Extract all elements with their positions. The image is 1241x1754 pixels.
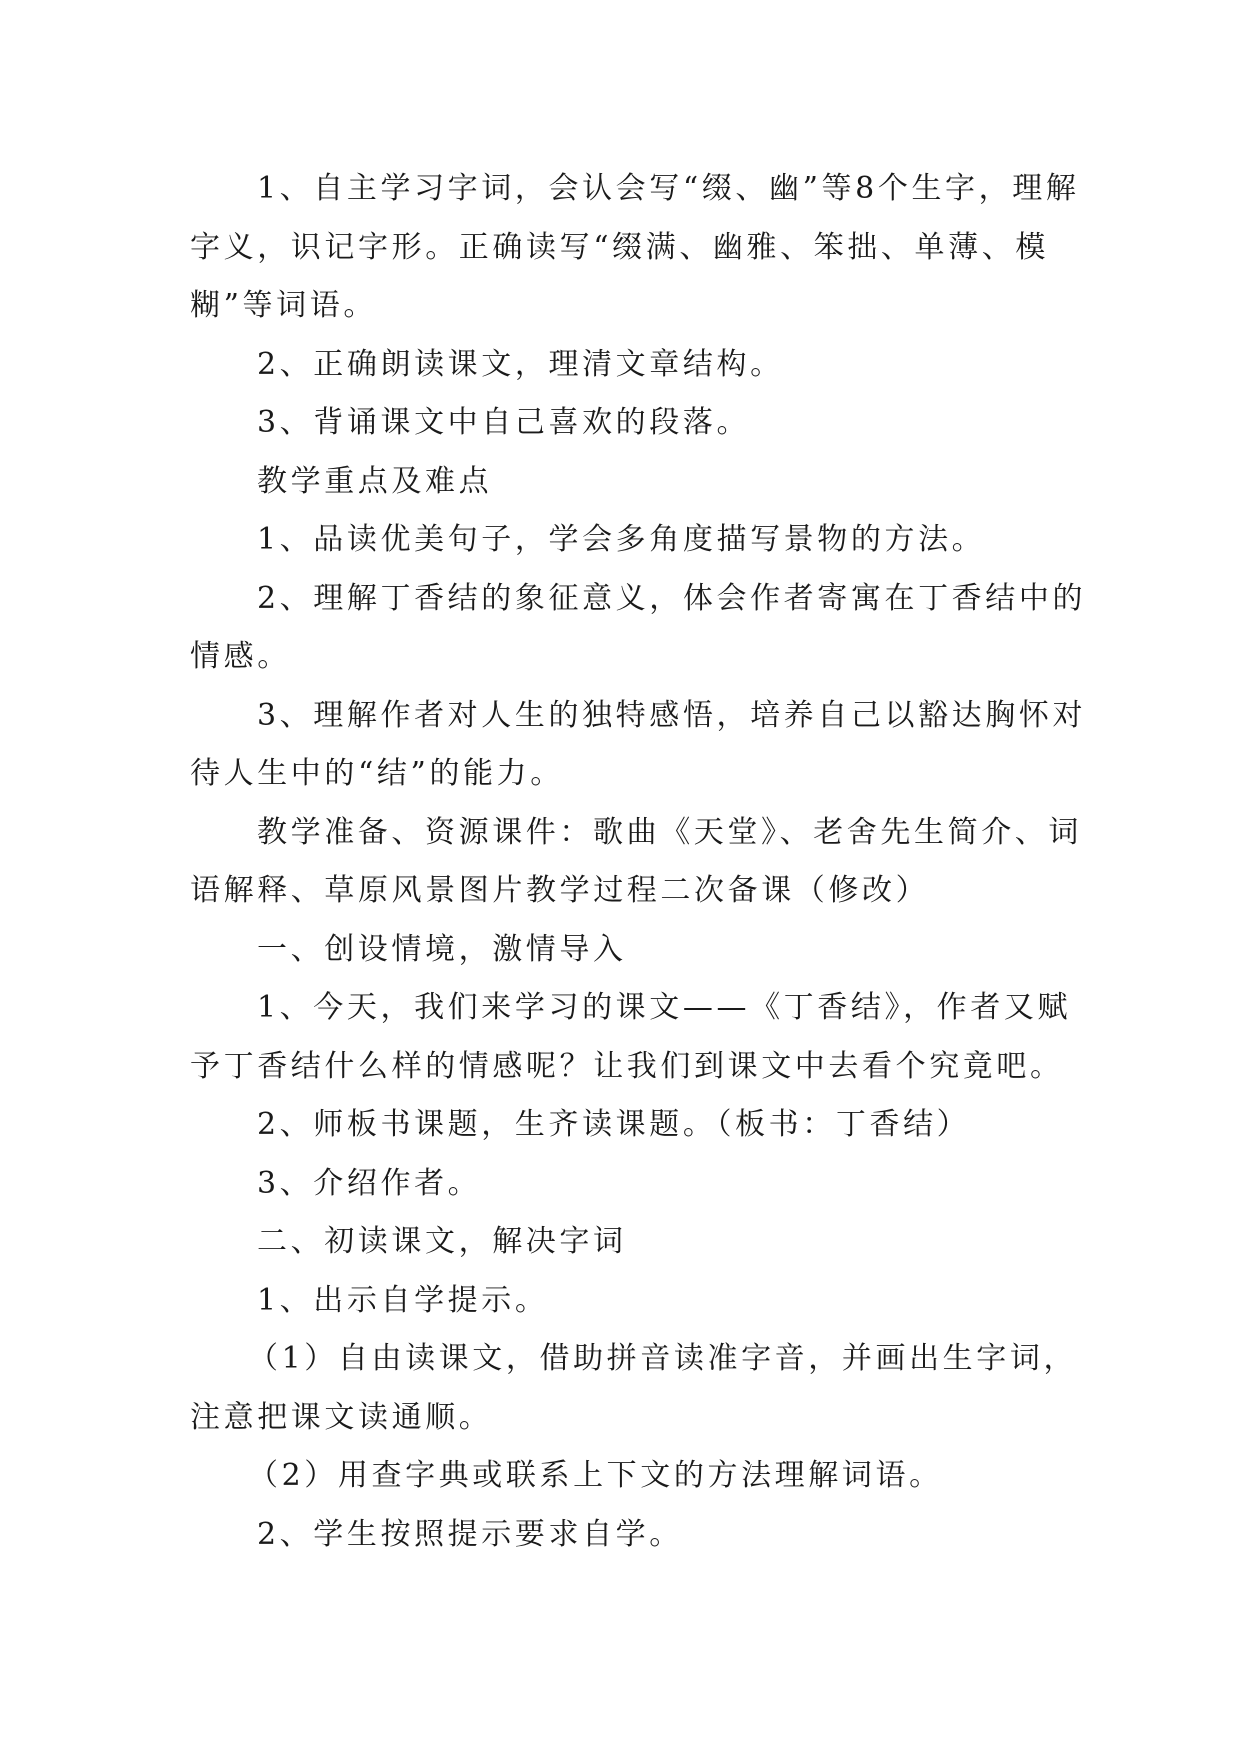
section-heading-part-1: 一、创设情境，激情导入 (257, 931, 627, 967)
paragraph-objective-2: 2、正确朗读课文，理清文章结构。 (257, 346, 784, 382)
paragraph-key-point-2: 2、理解丁香结的象征意义，体会作者寄寓在丁香结中的情感。 (190, 580, 1087, 674)
section-heading-key-points: 教学重点及难点 (257, 463, 493, 499)
paragraph-part-1-step-2: 2、师板书课题，生齐读课题。（板书：丁香结） (257, 1107, 971, 1142)
paragraph-preparation: 教学准备、资源课件：歌曲《天堂》、老舍先生简介、词语解释、草原风景图片教学过程二次备课（修改） (190, 814, 1082, 908)
document-body (190, 160, 1090, 1564)
paragraph-key-point-1: 1、品读优美句子，学会多角度描写景物的方法。 (257, 522, 986, 557)
paragraph-part-1-step-3: 3、介绍作者。 (257, 1165, 482, 1201)
paragraph-objective-3: 3、背诵课文中自己喜欢的段落。 (257, 405, 751, 440)
paragraph-key-point-3: 3、理解作者对人生的独特感悟，培养自己以豁达胸怀对待人生中的“结”的能力。 (190, 697, 1087, 791)
paragraph-part-2-step-1: 1、出示自学提示。 (257, 1282, 549, 1318)
paragraph-objective-1: 1、自主学习字词，会认会写“缀、幽”等8个生字，理解字义，识记字形。正确读写“缀满、幽雅、笨拙、单薄、模糊”等词语。 (190, 171, 1080, 323)
paragraph-part-2-step-2: 2、学生按照提示要求自学。 (257, 1516, 683, 1552)
section-heading-part-2: 二、初读课文，解决字词 (257, 1224, 627, 1259)
paragraph-hint-1: （1）自由读课文，借助拼音读准字音，并画出生字词，注意把课文读通顺。 (190, 1341, 1078, 1435)
paragraph-part-1-step-1: 1、今天，我们来学习的课文——《丁香结》，作者又赋予丁香结什么样的情感呢？让我们到课文中去看个究竟吧。 (190, 990, 1072, 1084)
paragraph-hint-2: （2）用查字典或联系上下文的方法理解词语。 (248, 1458, 943, 1493)
